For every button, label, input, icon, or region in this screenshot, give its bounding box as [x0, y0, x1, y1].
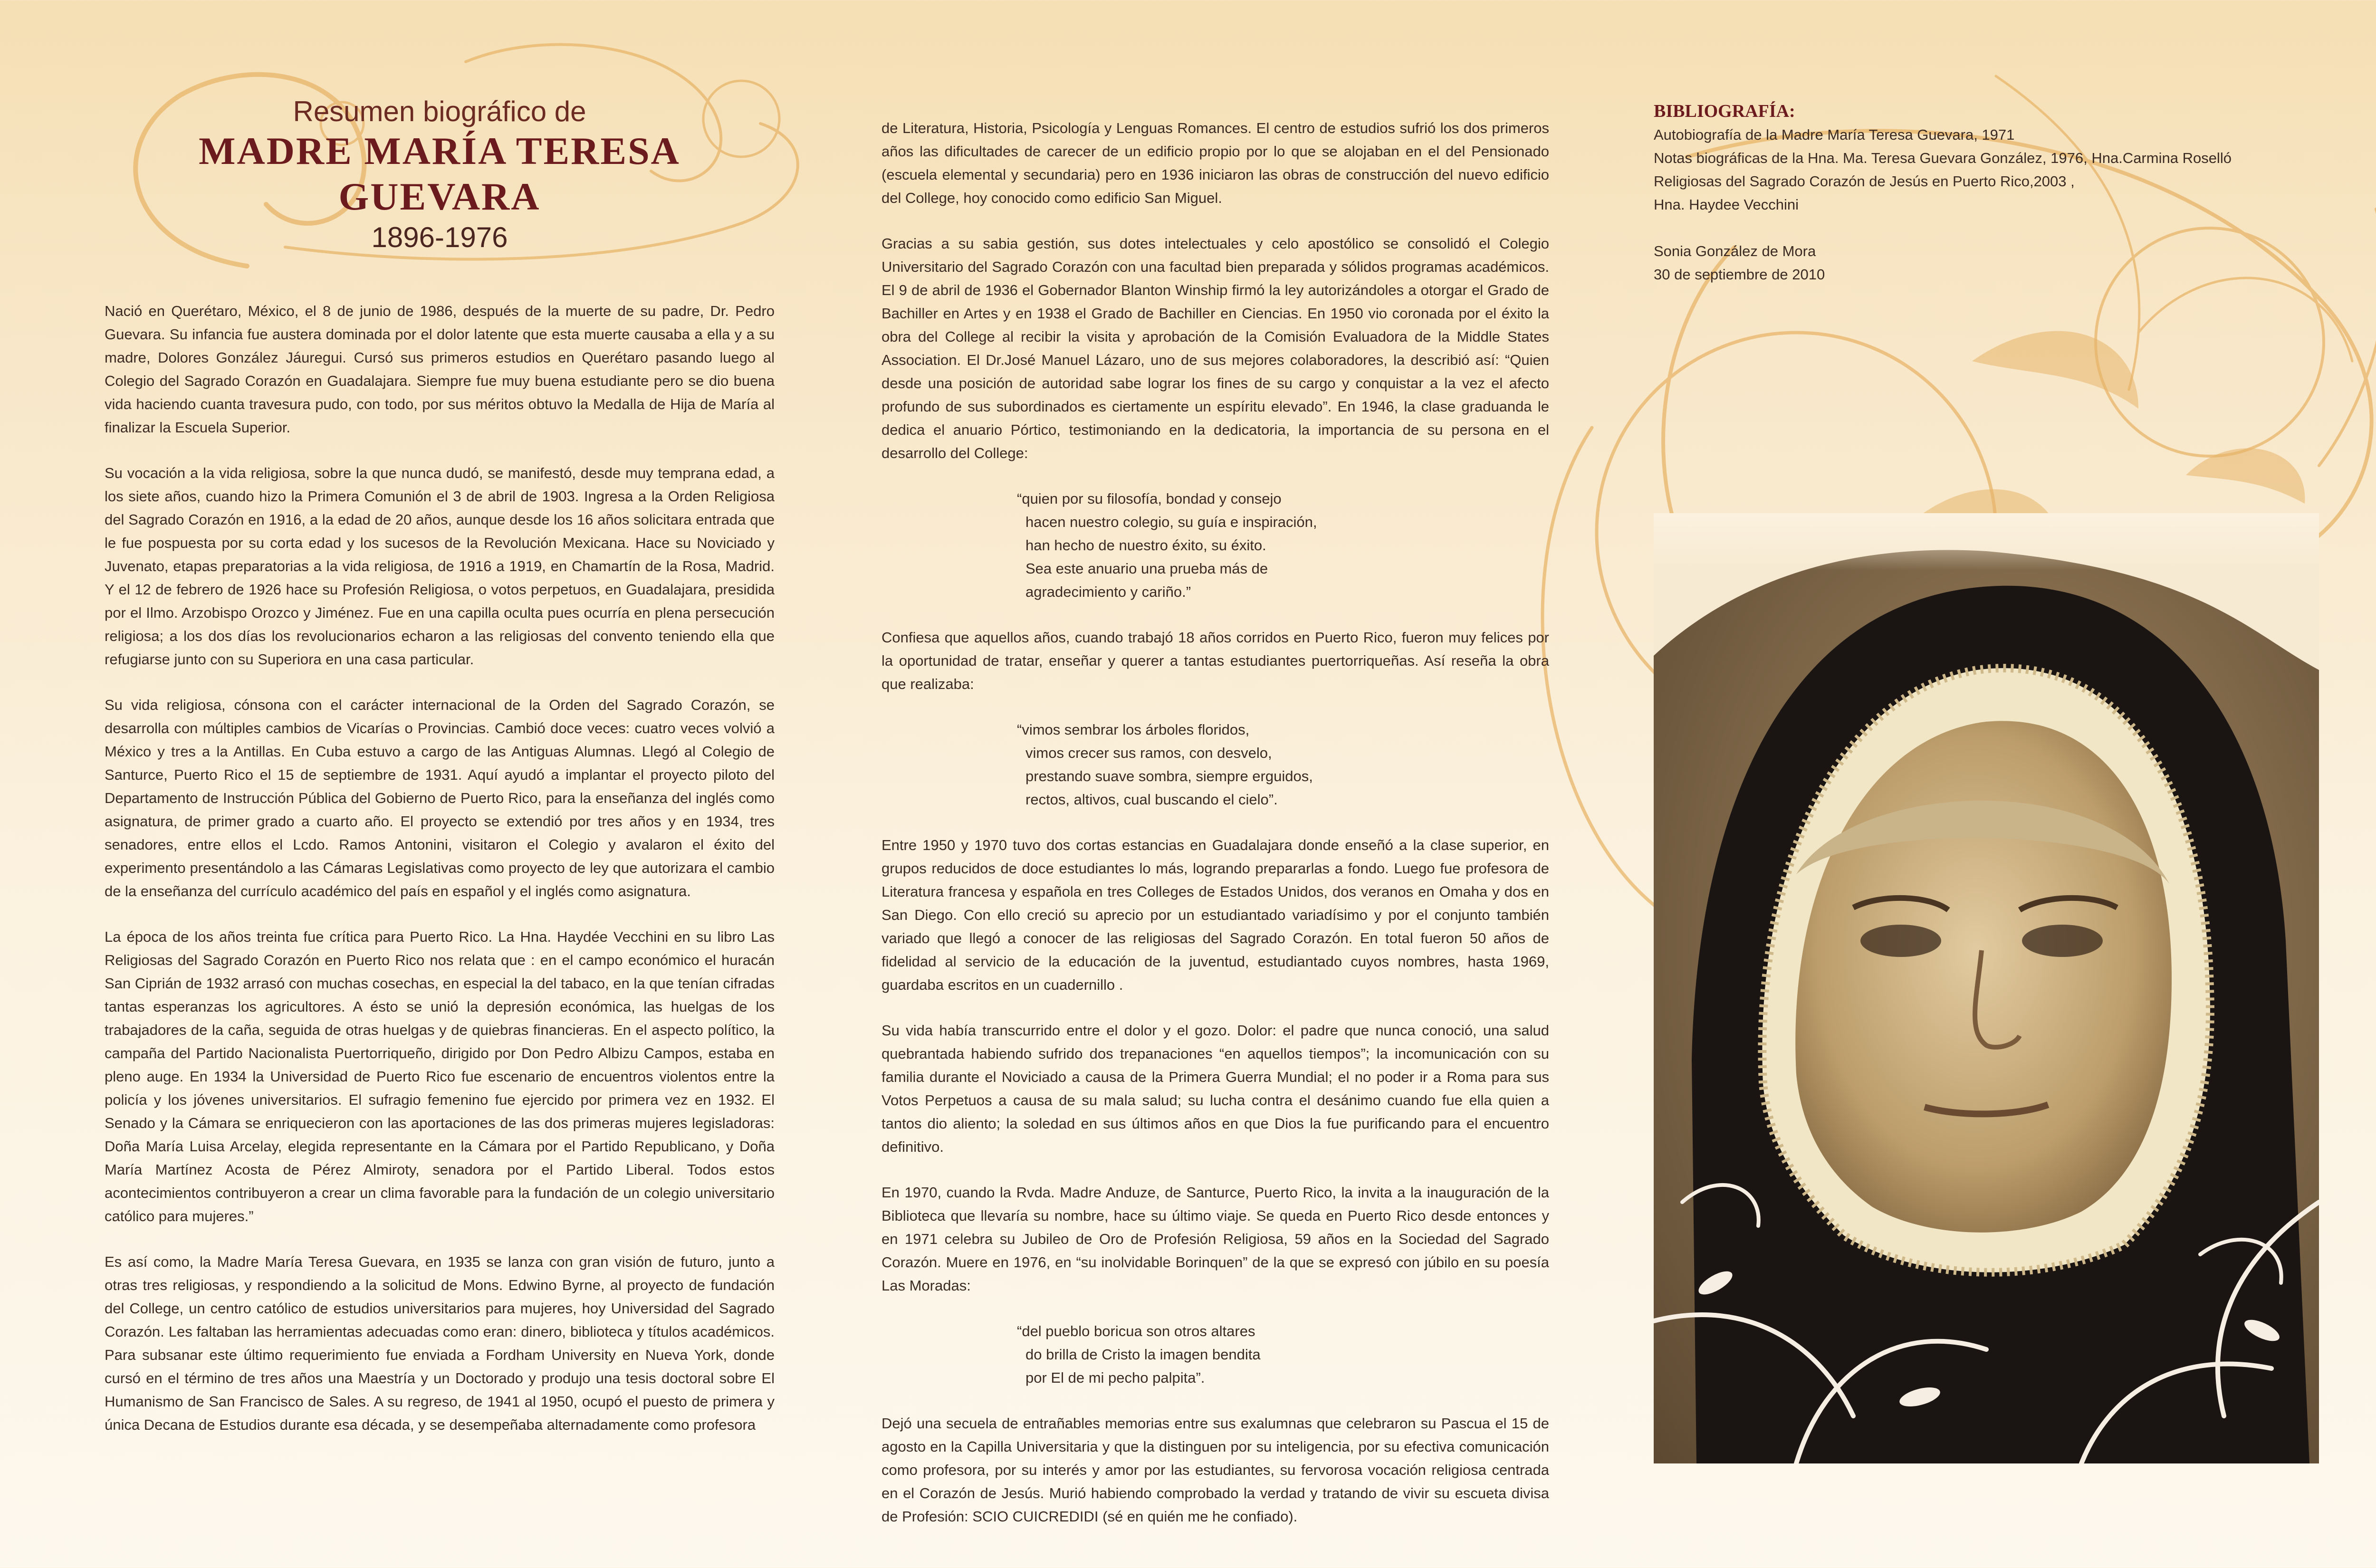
title-dates: 1896-1976	[371, 221, 508, 253]
bibliography	[1654, 100, 2343, 286]
paragraph: Nació en Querétaro, México, el 8 de junio de 1986, después de la muerte de su padre, Dr. Pedro Guevara. Su infancia fue austera dominada por el dolor latente que esta muerte causaba a ella y a su madre, Dolores González Jáuregui. Cursó sus primeros estudios en Querétaro pasando luego al Colegio del Sagrado Corazón en Guadalajara. Siempre fue muy buena estudiante pero se dio buena vida haciendo cuanta travesura pudo, con todo, por sus méritos obtuvo la Medalla de Hija de María al finalizar la Escuela Superior.	[105, 303, 775, 436]
verse-quote	[1017, 487, 1549, 603]
verse-line: rectos, altivos, cual buscando el cielo”.	[1025, 791, 1278, 808]
verse-line: vimos crecer sus ramos, con desvelo,	[1025, 745, 1272, 761]
bibliography-title: BIBLIOGRAFÍA:	[1654, 101, 1795, 121]
title-subheading: Resumen biográfico de	[293, 96, 586, 127]
bibliography-item: Notas biográficas de la Hna. Ma. Teresa Guevara González, 1976, Hna.Carmina Roselló	[1654, 150, 2232, 166]
portrait-photo	[1654, 513, 2319, 1463]
author-name: Sonia González de Mora	[1654, 243, 1816, 259]
bibliography-list	[1654, 123, 2343, 216]
paragraph: Confiesa que aquellos años, cuando trabajó 18 años corridos en Puerto Rico, fueron muy felices por la oportunidad de tratar, enseñar y querer a tantas estudiantes puertorriqueñas. Así reseña la obra que realizaba:	[881, 629, 1549, 692]
verse-line: “quien por su filosofía, bondad y consejo	[1017, 490, 1282, 507]
bibliography-item: Autobiografía de la Madre María Teresa Guevara, 1971	[1654, 126, 2015, 143]
paragraph: Gracias a su sabia gestión, sus dotes intelectuales y celo apostólico se consolidó el Colegio Universitario del Sagrado Corazón con una facultad bien preparada y sólidos programas académicos. El 9 de abril de 1936 el Gobernador Blanton Winship firmó la ley autorizándoles a otorgar el Grado de Bachiller en Artes y en 1938 el Grado de Bachiller en Ciencias. En 1950 vio coronada por el éxito la obra del College al recibir la visita y aprobación de la Comisión Evaluadora de la Middle States Association. El Dr.José Manuel Lázaro, uno de sus mejores colaboradores, la describió así: “Quien desde una posición de autoridad sabe lograr los fines de su cargo y conquistar a la vez el afecto profundo de sus subordinados es ciertamente un espíritu elevado”. En 1946, la clase graduanda le dedica el anuario Pórtico, testimoniando en la dedicatoria, la importancia de su persona en el desarrollo del College:	[881, 235, 1549, 461]
title-name: MADRE MARÍA TERESA GUEVARA	[199, 129, 680, 218]
verse-quote	[1017, 1319, 1549, 1389]
paragraph: de Literatura, Historia, Psicología y Lenguas Romances. El centro de estudios sufrió los dos primeros años las dificultades de carecer de un edificio propio por lo que se alojaban en el del Pensionado (escuela elemental y secundaria) pero en 1936 iniciaron las obras de construcción del nuevo edificio del College, hoy conocido como edificio San Miguel.	[881, 120, 1549, 206]
paragraph: Dejó una secuela de entrañables memorias entre sus exalumnas que celebraron su Pascua el 15 de agosto en la Capilla Universitaria y que la distinguen por su inteligencia, por su efectiva comunicación como profesora, por su interés y amor por las estudiantes, su fervorosa vocación religiosa centrada en el Corazón de Jesús. Murió habiendo comprobado la verdad y tratando de vivir su escueta divisa de Profesión: SCIO CUICREDIDI (sé en quién me he confiado).	[881, 1415, 1549, 1525]
verse-line: han hecho de nuestro éxito, su éxito.	[1025, 537, 1266, 554]
verse-line: hacen nuestro colegio, su guía e inspiración,	[1025, 514, 1317, 530]
verse-quote	[1017, 718, 1549, 811]
paragraph: Su vocación a la vida religiosa, sobre la que nunca dudó, se manifestó, desde muy temprana edad, a los siete años, cuando hizo la Primera Comunión el 3 de abril de 1903. Ingresa a la Orden Religiosa del Sagrado Corazón en 1916, a la edad de 20 años, aunque desde los 16 años solicitara entrada que le fue pospuesta por su corta edad y los sucesos de la Revolución Mexicana. Hace su Noviciado y Juvenato, etapas preparatorias a la vida religiosa, de 1916 a 1919, en Chamartín de la Rosa, Madrid. Y el 12 de febrero de 1926 hace su Profesión Religiosa, o votos perpetuos, en Guadalajara, presidida por el Ilmo. Arzobispo Orozco y Jiménez. Fue en una capilla oculta pues ocurría en plena persecución religiosa; a los dos días los revolucionarios echaron a las religiosas del convento teniendo ella que refugiarse junto con su Superiora en una casa particular.	[105, 465, 775, 668]
verse-line: “del pueblo boricua son otros altares	[1017, 1323, 1255, 1339]
verse-line: por El de mi pecho palpita”.	[1025, 1369, 1205, 1386]
bibliography-item: Hna. Haydee Vecchini	[1654, 196, 1799, 213]
paragraph: Es así como, la Madre María Teresa Guevara, en 1935 se lanza con gran visión de futuro, junto a otras tres religiosas, y respondiendo a la solicitud de Mons. Edwino Byrne, al proyecto de fundación del College, un centro católico de estudios universitarios para mujeres, hoy Universidad del Sagrado Corazón. Les faltaban las herramientas adecuadas como eran: dinero, biblioteca y títulos académicos. Para subsanar este último requerimiento fue enviada a Fordham University en Nueva York, donde cursó en el término de tres años una Maestría y un Doctorado y produjo una tesis doctoral sobre El Humanismo de San Francisco de Sales. A su regreso, de 1941 al 1950, ocupó el puesto de primera y única Decana de Estudios durante esa década, y se desempeñaba alternadamente como profesora	[105, 1253, 775, 1433]
verse-line: “vimos sembrar los árboles floridos,	[1017, 721, 1250, 738]
verse-line: Sea este anuario una prueba más de	[1025, 560, 1268, 577]
paragraph: En 1970, cuando la Rvda. Madre Anduze, de Santurce, Puerto Rico, la invita a la inauguración de la Biblioteca que llevaría su nombre, hace su último viaje. Se queda en Puerto Rico desde entonces y en 1971 celebra su Jubileo de Oro de Profesión Religiosa, 59 años en la Sociedad del Sagrado Corazón. Muere en 1976, en “su inolvidable Borinquen” de la que se expresó con júbilo en su poesía Las Moradas:	[881, 1184, 1549, 1294]
biography-column-2	[881, 116, 1549, 1528]
signature-block	[1654, 239, 2343, 286]
paragraph: Su vida religiosa, cónsona con el carácter internacional de la Orden del Sagrado Corazón, se desarrolla con múltiples cambios de Vicarías o Provincias. Cambió doce veces: cuatro veces volvió a México y tres a la Antillas. En Cuba estuvo a cargo de las Antiguas Alumnas. Llegó al Colegio de Santurce, Puerto Rico el 15 de septiembre de 1931. Aquí ayudó a implantar el proyecto piloto del Departamento de Instrucción Pública del Gobierno de Puerto Rico, para la enseñanza del inglés como asignatura, de primer grado a cuarto año. El proyecto se extendió por tres años y en 1934, tres senadores, entre ellos el Lcdo. Ramos Antonini, visitaron el Colegio y avalaron el éxito del experimento presentándolo a las Cámaras Legislativas como proyecto de ley que autorizara el cambio de la enseñanza del currículo académico del país en español y el inglés como asignatura.	[105, 697, 775, 899]
title-block	[105, 95, 775, 256]
paragraph: Entre 1950 y 1970 tuvo dos cortas estancias en Guadalajara donde enseñó a la clase superior, en grupos reducidos de doce estudiantes lo más, logrando prepararlas a fondo. Luego fue profesora de Literatura francesa y española en tres Colleges de Estados Unidos, dos veranos en Omaha y dos en San Diego. Con ello creció su aprecio por un estudiantado variadísimo y por el conjunto también variado que llegó a conocer de las religiosas del Sagrado Corazón. En total fueron 50 años de fidelidad al servicio de la educación de la juventud, estudiantado cuyos nombres, hasta 1969, guardaba escritos en un cuadernillo .	[881, 837, 1549, 993]
paragraph: La época de los años treinta fue crítica para Puerto Rico. La Hna. Haydée Vecchini en su libro Las Religiosas del Sagrado Corazón en Puerto Rico nos relata que : en el campo económico el huracán San Ciprián de 1932 arrasó con muchas cosechas, en especial la del tabaco, en la que tenían cifradas tantas esperanzas los agricultores. A ésto se unió la depresión económica, las huelgas de los trabajadores de la caña, seguida de otras huelgas y de quiebras financieras. En el aspecto político, la campaña del Partido Nacionalista Puertorriqueño, dirigido por Don Pedro Albizu Campos, estaba en pleno auge. En 1934 la Universidad de Puerto Rico fue escenario de encuentros violentos entre la policía y los jóvenes universitarios. El sufragio femenino fue ejercido por primera vez en 1932. El Senado y la Cámara se enriquecieron con las aportaciones de las dos primeras mujeres legisladoras: Doña María Luisa Arcelay, elegida representante en la Cámara por el Partido Republicano, y Doña María Martínez Acosta de Pérez Almiroty, senadora por el Partido Liberal. Todos estos acontecimientos contribuyeron a crear un clima favorable para la fundación de un colegio universitario católico para mujeres.”	[105, 928, 775, 1224]
bibliography-item: Religiosas del Sagrado Corazón de Jesús en Puerto Rico,2003 ,	[1654, 173, 2075, 190]
biography-column-1	[105, 299, 775, 1436]
verse-line: prestando suave sombra, siempre erguidos,	[1025, 768, 1313, 784]
verse-line: agradecimiento y cariño.”	[1025, 583, 1191, 600]
paragraph: Su vida había transcurrido entre el dolor y el gozo. Dolor: el padre que nunca conoció, una salud quebrantada habiendo sufrido dos trepanaciones “en aquellos tiempos”; la incomunicación con su familia durante el Noviciado a causa de la Primera Guerra Mundial; el no poder ir a Roma para sus Votos Perpetuos a causa de su mala salud; su lucha contra el desánimo cuando fue ella quien a tantos dio aliento; la soledad en sus últimos años en que Dios la fue purificando para el encuentro definitivo.	[881, 1022, 1549, 1155]
verse-line: do brilla de Cristo la imagen bendita	[1025, 1346, 1261, 1363]
signature-date: 30 de septiembre de 2010	[1654, 266, 1825, 283]
